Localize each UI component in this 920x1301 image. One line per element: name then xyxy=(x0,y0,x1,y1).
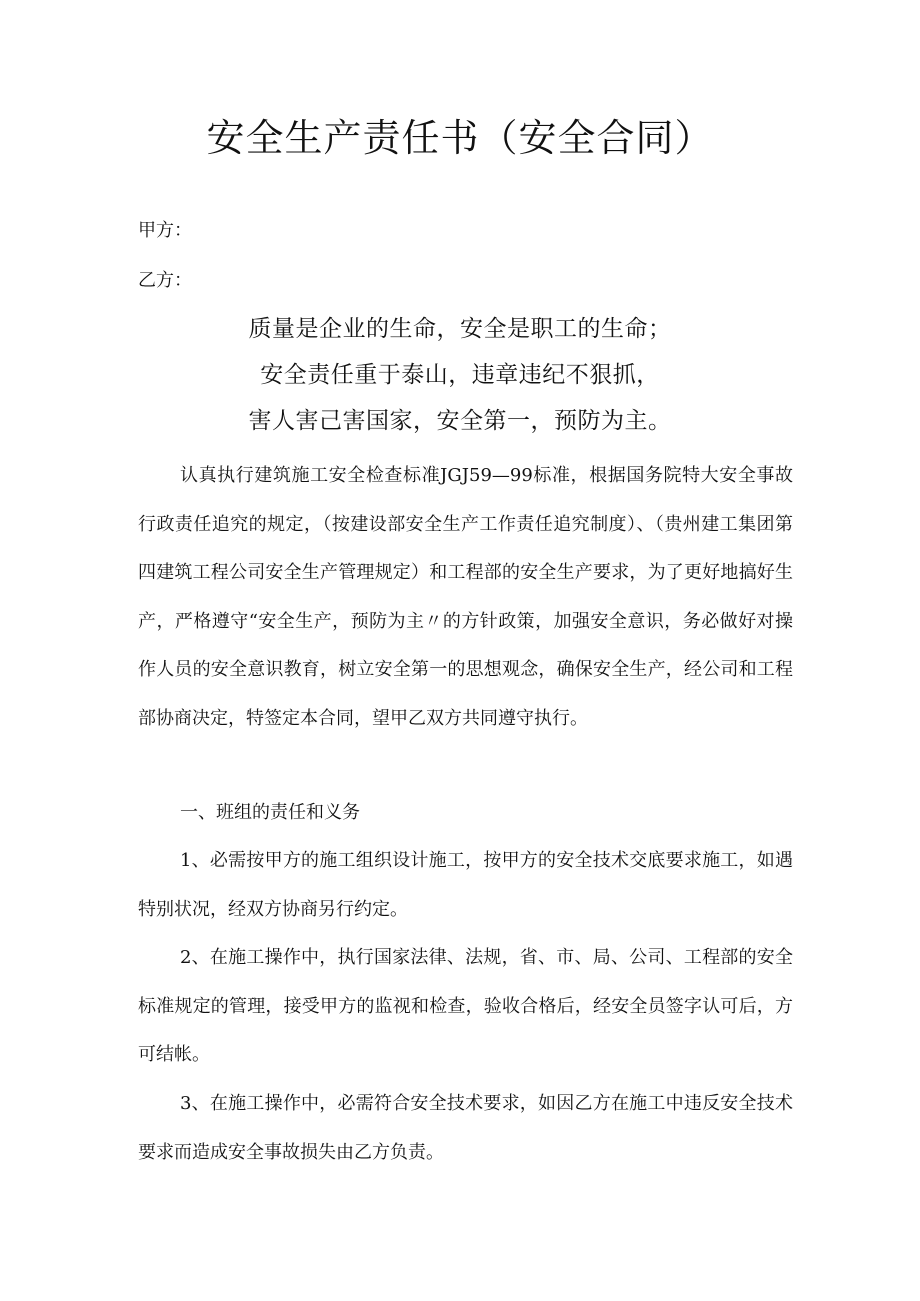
clause-item: 3、在施工操作中，必需符合安全技术要求，如因乙方在施工中违反安全技术要求而造成安全事故损失由乙方负责。 xyxy=(138,1093,793,1163)
slogan-line: 安全责任重于泰山，违章违纪不狠抓， xyxy=(260,362,660,388)
intro-paragraph: 认真执行建筑施工安全检查标准JGJ59—99标准，根据国务院特大安全事故行政责任追究的规定，（按建设部安全生产工作责任追究制度）、（贵州建工集团第四建筑工程公司安全生产管理规定）和工程部的安全生产要求，为了更好地搞好生产，严格遵守“安全生产，预防为主〃的方针政策，加强安全意识，务必做好对操作人员的安全意识教育，树立安全第一的思想观念，确保安全生产，经公司和工程部协商决定，特签定本合同，望甲乙双方共同遵守执行。 xyxy=(138,465,793,729)
safety-slogans xyxy=(0,306,920,444)
party-a-label: 甲方： xyxy=(138,220,192,241)
document-title: 安全生产责任书（安全合同） xyxy=(206,116,714,160)
section-heading: 一、班组的责任和义务 xyxy=(180,802,360,823)
party-b-label: 乙方： xyxy=(138,270,192,291)
clause-item: 1、必需按甲方的施工组织设计施工，按甲方的安全技术交底要求施工，如遇特别状况，经双方协商另行约定。 xyxy=(138,850,793,920)
clause-item: 2、在施工操作中，执行国家法律、法规，省、市、局、公司、工程部的安全标准规定的管理，接受甲方的监视和检查，验收合格后，经安全员签字认可后，方可结帐。 xyxy=(138,947,793,1065)
slogan-line: 害人害己害国家，安全第一，预防为主。 xyxy=(248,408,672,434)
slogan-line: 质量是企业的生命，安全是职工的生命； xyxy=(248,316,672,342)
